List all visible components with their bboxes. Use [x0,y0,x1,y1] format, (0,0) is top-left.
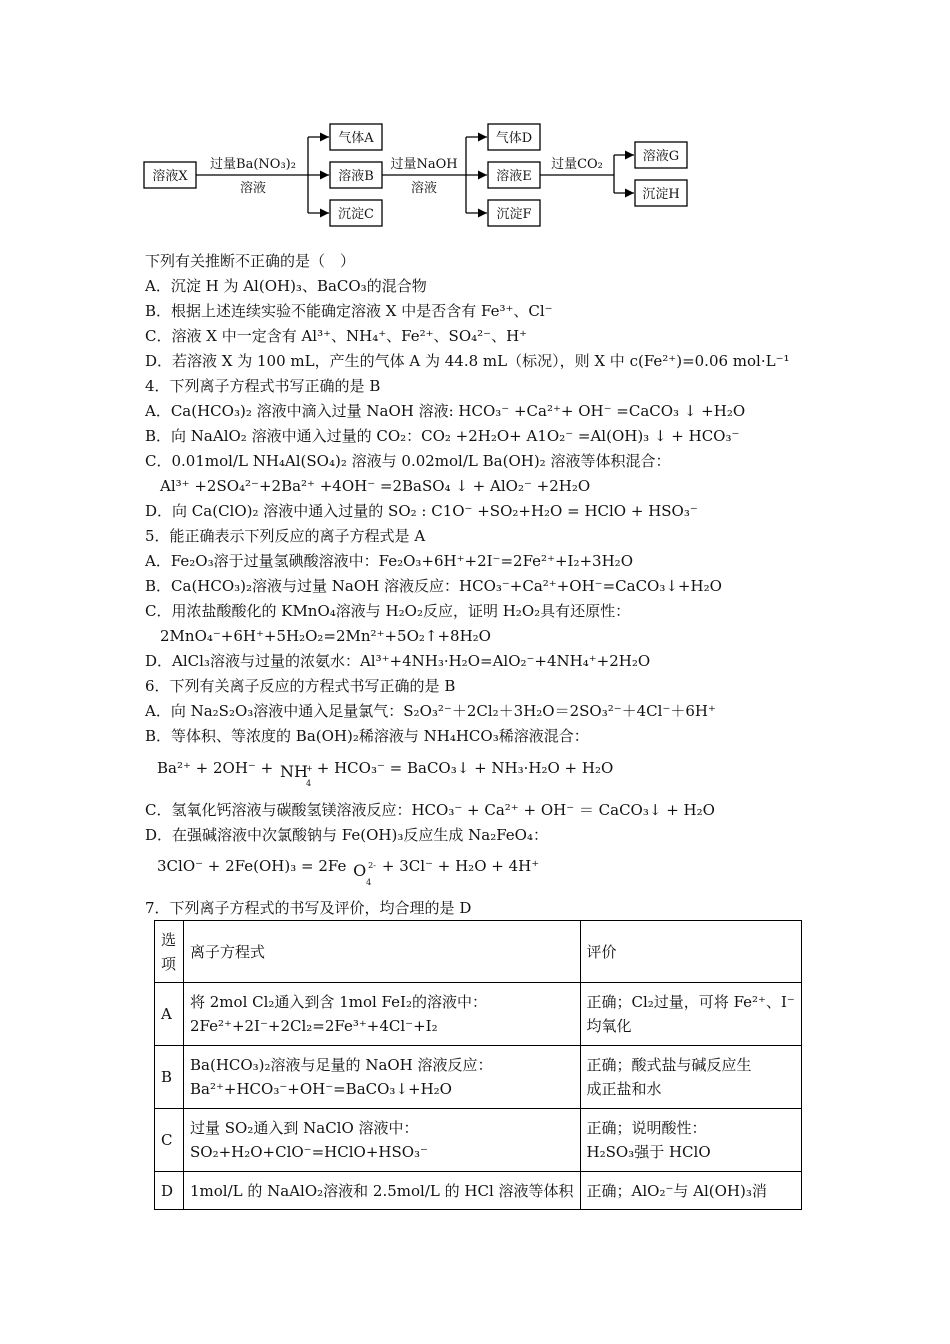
q5-option-b: B．Ca(HCO₃)₂溶液与过量 NaOH 溶液反应：HCO₃⁻+Ca²⁺+OH⁻=CaCO₃↓+H₂O [145,577,722,595]
q6-b-eq-left: Ba²⁺ + 2OH⁻ + [157,759,274,777]
row-option: D [155,1172,184,1210]
label-precip-f: 沉淀F [496,207,532,222]
label-gas-a: 气体A [338,131,374,146]
nh4-ion: NH + 4 [279,762,313,788]
row-equation: 1mol/L 的 NaAlO₂溶液和 2.5mol/L 的 HCl 溶液等体积 [184,1172,581,1210]
q3-option-d: D．若溶液 X 为 100 mL，产生的气体 A 为 44.8 mL（标况），则 X 中 c(Fe²⁺)=0.06 mol·L⁻¹ [145,352,790,370]
q4-option-d: D．向 Ca(ClO)₂ 溶液中通入过量的 SO₂ : C1O⁻ +SO₂+H₂O = HClO + HSO₃⁻ [145,502,698,520]
q3-option-a: A．沉淀 H 为 Al(OH)₃、BaCO₃的混合物 [145,277,427,295]
q6-option-a: A．向 Na₂S₂O₃溶液中通入足量氯气：S₂O₃²⁻＋2Cl₂＋3H₂O＝2SO₃²⁻＋4Cl⁻＋6H⁺ [145,702,716,720]
feo4-ion: O 2- 4 [353,861,376,887]
header-evaluation: 评价 [580,921,801,983]
q3-option-c: C．溶液 X 中一定含有 Al³⁺、NH₄⁺、Fe²⁺、SO₄²⁻、H⁺ [145,327,528,345]
q5-option-c-equation: 2MnO₄⁻+6H⁺+5H₂O₂=2Mn²⁺+5O₂↑+8H₂O [160,627,491,645]
table-row [155,1172,802,1210]
q6-option-d: D．在强碱溶液中次氯酸钠与 Fe(OH)₃反应生成 Na₂FeO₄： [145,826,548,844]
table-row [155,1046,802,1109]
q6-option-c: C．氢氧化钙溶液与碳酸氢镁溶液反应：HCO₃⁻ + Ca²⁺ + OH⁻ ＝ CaCO₃↓ + H₂O [145,801,715,819]
row-equation: 将 2mol Cl₂通入到含 1mol FeI₂的溶液中： 2Fe²⁺+2I⁻+2Cl₂=2Fe³⁺+4Cl⁻+I₂ [184,983,581,1046]
label-step3-reagent: 过量CO₂ [551,157,603,172]
q6-d-eq-left: 3ClO⁻ + 2Fe(OH)₃ = 2Fe [157,857,347,875]
row-equation: Ba(HCO₃)₂溶液与足量的 NaOH 溶液反应： Ba²⁺+HCO₃⁻+OH⁻=BaCO₃↓+H₂O [184,1046,581,1109]
table-header-row [155,921,802,983]
q7-table [154,920,802,1210]
label-step1-reagent: 过量Ba(NO₃)₂ [210,157,296,172]
row-option: A [155,983,184,1046]
q7-stem: 7．下列离子方程式的书写及评价，均合理的是 D [145,899,472,917]
row-equation: 过量 SO₂通入到 NaClO 溶液中： SO₂+H₂O+ClO⁻=HClO+HSO₃⁻ [184,1109,581,1172]
q5-stem: 5．能正确表示下列反应的离子方程式是 A [145,527,426,545]
label-step1-sub: 溶液 [239,181,267,196]
label-step2-reagent: 过量NaOH [390,157,458,172]
flow-diagram [0,0,950,240]
q4-option-a: A．Ca(HCO₃)₂ 溶液中滴入过量 NaOH 溶液: HCO₃⁻ +Ca²⁺+ OH⁻ =CaCO₃ ↓ +H₂O [145,402,746,420]
row-option: B [155,1046,184,1109]
header-option: 选项 [155,921,184,983]
q5-option-d: D．AlCl₃溶液与过量的浓氨水：Al³⁺+4NH₃·H₂O=AlO₂⁻+4NH₄⁺+2H₂O [145,652,651,670]
q6-d-eq-right: + 3Cl⁻ + H₂O + 4H⁺ [381,857,540,875]
header-equation: 离子方程式 [184,921,581,983]
q4-stem: 4．下列离子方程式书写正确的是 B [145,377,381,395]
label-step2-sub: 溶液 [410,181,438,196]
table-row [155,983,802,1046]
label-gas-d: 气体D [495,131,533,146]
row-evaluation: 正确；Cl₂过量，可将 Fe²⁺、I⁻ 均氧化 [580,983,801,1046]
label-precip-c: 沉淀C [338,207,374,222]
q6-stem: 6．下列有关离子反应的方程式书写正确的是 B [145,677,456,695]
q6-option-b: B．等体积、等浓度的 Ba(OH)₂稀溶液与 NH₄HCO₃稀溶液混合： [145,727,589,745]
label-solution-g: 溶液G [642,149,680,164]
q6-b-eq-right: + HCO₃⁻ = BaCO₃↓ + NH₃·H₂O + H₂O [316,759,614,777]
q4-option-c-equation: Al³⁺ +2SO₄²⁻+2Ba²⁺ +4OH⁻ =2BaSO₄ ↓ + AlO₂⁻ +2H₂O [160,477,591,495]
label-solution-x: 溶液X [152,169,188,184]
q6-option-b-equation [157,753,614,788]
q5-option-a: A．Fe₂O₃溶于过量氢碘酸溶液中：Fe₂O₃+6H⁺+2I⁻=2Fe²⁺+I₂+3H₂O [145,552,633,570]
q4-option-c: C．0.01mol/L NH₄Al(SO₄)₂ 溶液与 0.02mol/L Ba(OH)₂ 溶液等体积混合： [145,452,671,470]
row-evaluation: 正确；说明酸性： H₂SO₃强于 HClO [580,1109,801,1172]
q3-option-b: B．根据上述连续实验不能确定溶液 X 中是否含有 Fe³⁺、Cl⁻ [145,302,553,320]
q5-option-c: C．用浓盐酸酸化的 KMnO₄溶液与 H₂O₂反应，证明 H₂O₂具有还原性： [145,602,631,620]
q4-option-b: B．向 NaAlO₂ 溶液中通入过量的 CO₂：CO₂ +2H₂O+ A1O₂⁻ =Al(OH)₃ ↓ + HCO₃⁻ [145,427,740,445]
row-option: C [155,1109,184,1172]
row-evaluation: 正确；酸式盐与碱反应生 成正盐和水 [580,1046,801,1109]
label-precip-h: 沉淀H [642,187,680,202]
row-evaluation: 正确；AlO₂⁻与 Al(OH)₃消 [580,1172,801,1210]
q3-stem: 下列有关推断不正确的是（ ） [145,252,356,270]
table-row [155,1109,802,1172]
label-solution-b: 溶液B [338,169,374,184]
label-solution-e: 溶液E [496,169,532,184]
q6-option-d-equation [157,851,540,887]
